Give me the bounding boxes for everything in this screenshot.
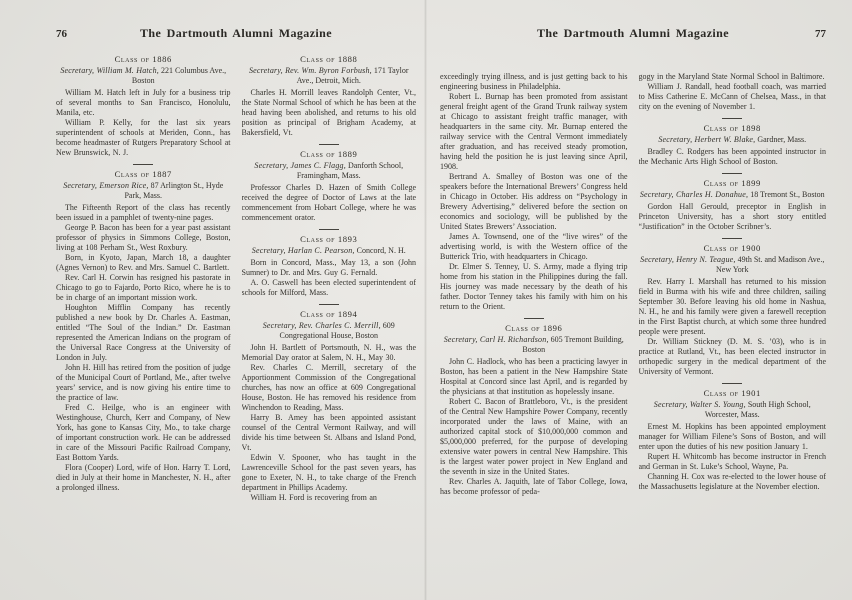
journal-title-left: The Dartmouth Alumni Magazine: [140, 26, 332, 40]
section-separator: [319, 229, 339, 230]
news-paragraph: exceedingly trying illness, and is just getting back to his engineering business in Philadelphia.: [440, 72, 628, 91]
section-separator: [524, 318, 544, 319]
page-gutter-seam: [424, 0, 427, 600]
left-page-column-1: [56, 50, 231, 503]
news-paragraph: Rupert H. Whitcomb has become instructor in French and German in St. Luke’s School, Wayne, Pa.: [638, 452, 826, 471]
news-paragraph: Rev. Harry I. Marshall has returned to his mission field in Burma with his wife and three children, sailing September 30. Before leaving his old home in Nashua, N. H., he and his family were given a farewell reception in the First Baptist church, at which some three hundred people were present.: [638, 277, 826, 336]
section-separator: [319, 304, 339, 305]
secretary-line: Secretary, Rev. Charles C. Merrill, 609 Congregational House, Boston: [262, 321, 395, 340]
news-paragraph: James A. Townsend, one of the “live wires” of the advertising world, is with the Western office of the Butterick Trio, with headquarters in Chicago.: [440, 232, 628, 261]
news-paragraph: Rev. Charles A. Jaquith, late of Tabor College, Iowa, has become professor of peda-: [440, 477, 628, 496]
news-paragraph: John H. Hill has retired from the position of judge of the Municipal Court of Portland, Me., after twelve years’ service, and is now giving his entire time to the practice of law.: [56, 363, 231, 402]
class-heading: Class of 1898: [703, 123, 761, 133]
class-heading: Class of 1886: [114, 54, 172, 64]
class-heading: Class of 1889: [300, 149, 358, 159]
news-paragraph: Bertrand A. Smalley of Boston was one of the speakers before the International Brewers’ Congress held in Chicago in October. His address on “Psychology in Brewery Advertising,” delivered before the section on economics and sociology, will be published by the United States Brewers’ Association.: [440, 172, 628, 231]
news-paragraph: Ernest M. Hopkins has been appointed employment manager for William Filene’s Sons of Boston, and will enter upon the duties of his new position January 1.: [638, 422, 826, 451]
news-paragraph: Rev. Carl H. Corwin has resigned his pastorate in Chicago to go to Fajardo, Porto Rico, where he is to be in charge of an important mission work.: [56, 273, 231, 302]
news-paragraph: William M. Hatch left in July for a business trip of several months to San Francisco, Honolulu, Manila, etc.: [56, 88, 231, 117]
news-paragraph: John C. Hadlock, who has been a practicing lawyer in Boston, has been a patient in the New Hampshire State Hospital at Concord since last April, and is regarded by the physicians at that institution as hopelessly insane.: [440, 357, 628, 396]
news-paragraph: Rev. Charles C. Merrill, secretary of the Apportionment Commission of the Congregational churches, has now an office at 609 Congregational House, Boston. He has removed his residence from Winchendon to Reading, Mass.: [241, 363, 416, 412]
news-paragraph: Fred C. Heilge, who is an engineer with Westinghouse, Church, Kerr and Company, of New York, has gone to Kansas City, Mo., to take charge of important construction work. He can be addressed in care of the Missouri Pacific Railroad Company, East Bottom Yards.: [56, 403, 231, 462]
page-number-right: 77: [815, 28, 826, 40]
news-paragraph: William H. Ford is recovering from an: [250, 493, 377, 502]
news-paragraph: George P. Bacon has been for a year past assistant professor of physics in Simmons College, Boston, living at 108 Perham St., West Roxbury.: [56, 223, 231, 252]
news-paragraph: Flora (Cooper) Lord, wife of Hon. Harry T. Lord, died in July at their home in Manchester, N. H., after a prolonged illness.: [56, 463, 231, 492]
secretary-line: Secretary, Herbert W. Blake, Gardner, Mass.: [658, 135, 807, 144]
page-right-header: [440, 26, 826, 41]
news-paragraph: Houghton Mifflin Company has recently published a new book by Dr. Charles A. Eastman, entitled “The Soul of the Indian.” Dr. Eastman represented the American Indians on the program of the Universal Race Congress at the University of London in July.: [56, 303, 231, 362]
page-left: [0, 26, 426, 600]
news-paragraph: William J. Randall, head football coach, was married to Miss Catherine E. McCann of Chelsea, Mass., in that city on the evening of November 1.: [638, 82, 826, 111]
secretary-line: Secretary, Carl H. Richardson, 605 Tremont Building, Boston: [443, 335, 624, 354]
news-paragraph: John H. Bartlett of Portsmouth, N. H., was the Memorial Day orator at Salem, N. H., May 30.: [241, 343, 416, 362]
class-heading: Class of 1894: [300, 309, 358, 319]
journal-title-right: The Dartmouth Alumni Magazine: [537, 26, 729, 40]
news-paragraph: Dr. Elmer S. Tenney, U. S. Army, made a flying trip home from his station in the Philippines during the fall. His journey was made necessary by the death of his father. Doctor Tenney takes his family with him on his return to the Orient.: [440, 262, 628, 311]
section-separator: [722, 383, 742, 384]
class-heading: Class of 1900: [703, 243, 761, 253]
news-paragraph: Gordon Hall Gerould, preceptor in English in Princeton University, has a short story entitled “Justification” in the October Scribner’s.: [638, 202, 826, 231]
news-paragraph: Professor Charles D. Hazen of Smith College received the degree of Doctor of Laws at the late commencement from Hobart College, where he was commencement orator.: [241, 183, 416, 222]
left-page-column-2: [242, 50, 417, 503]
news-paragraph: William P. Kelly, for the last six years superintendent of schools at Meriden, Conn., has become headmaster of Rutgers Preparatory School at New Brunswick, N. J.: [56, 118, 231, 157]
class-heading: Class of 1896: [505, 323, 563, 333]
news-paragraph: A. O. Caswell has been elected superintendent of schools for Milford, Mass.: [241, 278, 416, 297]
news-paragraph: Charles H. Morrill leaves Randolph Center, Vt., the State Normal School of which he has been at the head having been abolished, and returns to his old position as principal of Brigham Academy, at Bakersfield, Vt.: [241, 88, 416, 137]
section-separator: [722, 173, 742, 174]
section-separator: [722, 118, 742, 119]
news-paragraph: Born, in Kyoto, Japan, March 18, a daughter (Agnes Vernon) to Rev. and Mrs. Samuel C. Bartlett.: [56, 253, 231, 272]
news-paragraph: gogy in the Maryland State Normal School in Baltimore.: [638, 72, 825, 81]
class-heading: Class of 1901: [703, 388, 761, 398]
news-paragraph: The Fifteenth Report of the class has recently been issued in a pamphlet of twenty-nine pages.: [56, 203, 231, 222]
right-page-column-1: [440, 72, 628, 497]
right-page-column-2: [639, 72, 827, 497]
secretary-line: Secretary, Rev. Wm. Byron Forbush, 171 Taylor Ave., Detroit, Mich.: [248, 66, 409, 85]
section-separator: [133, 164, 153, 165]
news-paragraph: Dr. William Stickney (D. M. S. ’03), who is in practice at Rutland, Vt., has been elected instructor in orthopedic surgery in the medical department of the University of Vermont.: [638, 337, 826, 376]
secretary-line: Secretary, Walter S. Young, South High School, Worcester, Mass.: [653, 400, 811, 419]
news-paragraph: Harry B. Amey has been appointed assistant counsel of the Central Vermont Railway, and will divide his time between St. Albans and Island Pond, Vt.: [241, 413, 416, 452]
secretary-line: Secretary, Charles H. Donahue, 18 Tremont St., Boston: [639, 190, 825, 199]
class-heading: Class of 1888: [300, 54, 358, 64]
class-heading: Class of 1899: [703, 178, 761, 188]
class-heading: Class of 1893: [300, 234, 358, 244]
secretary-line: Secretary, Henry N. Teague, 49th St. and Madison Ave., New York: [640, 255, 825, 274]
page-right-columns: [440, 50, 826, 497]
section-separator: [722, 238, 742, 239]
news-paragraph: Robert C. Bacon of Brattleboro, Vt., is the president of the Central New Hampshire Power Company, recently incorporated under the laws of Maine, with an authorized capital stock of $10,000,000 common and $5,000,000 preferred, for the purpose of developing extensive water powers in central New Hampshire. This is the largest water power project in New England and the seventh in size in the United States.: [440, 397, 628, 476]
news-paragraph: Born in Concord, Mass., May 13, a son (John Sumner) to Dr. and Mrs. Guy G. Fernald.: [241, 258, 416, 277]
page-left-header: [56, 26, 416, 41]
secretary-line: Secretary, Emerson Rice, 87 Arlington St., Hyde Park, Mass.: [63, 181, 224, 200]
page-right: [426, 26, 852, 600]
page-number-left: 76: [56, 28, 67, 40]
page-left-columns: [56, 50, 416, 503]
news-paragraph: Bradley C. Rodgers has been appointed instructor in the Mechanic Arts High School of Boston.: [638, 147, 826, 166]
secretary-line: Secretary, Harlan C. Pearson, Concord, N. H.: [251, 246, 406, 255]
secretary-line: Secretary, William M. Hatch, 221 Columbus Ave., Boston: [60, 66, 227, 85]
news-paragraph: Edwin V. Spooner, who has taught in the Lawrenceville School for the past seven years, has gone to Exeter, N. H., to take charge of the French department in Phillips Academy.: [241, 453, 416, 492]
class-heading: Class of 1887: [114, 169, 172, 179]
news-paragraph: Channing H. Cox was re-elected to the lower house of the Massachusetts legislature at the November election.: [638, 472, 826, 491]
secretary-line: Secretary, James C. Flagg, Danforth School, Framingham, Mass.: [254, 161, 404, 180]
section-separator: [319, 144, 339, 145]
news-paragraph: Robert L. Burnap has been promoted from assistant general freight agent of the Grand Trunk railway system at Chicago to assistant freight traffic manager, with headquarters in the same city. Mr. Burnap entered the railway service with the Central Vermont immediately after graduation, and has received steady promotion, having held the position he is just leaving since April, 1908.: [440, 92, 628, 171]
